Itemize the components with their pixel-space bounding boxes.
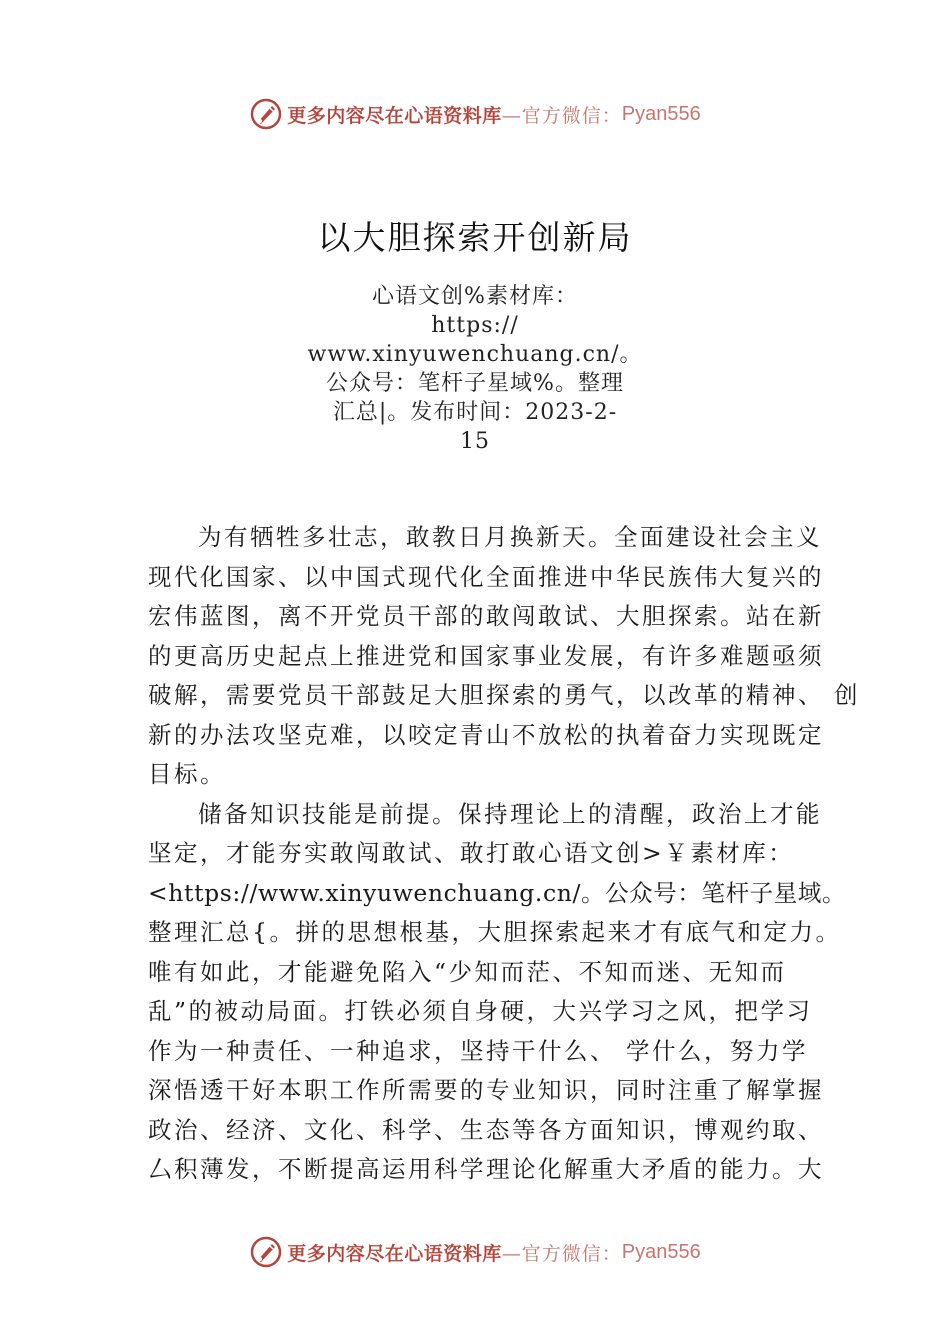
meta-line: 公众号：笔杆子星域%。整理 bbox=[326, 371, 624, 396]
banner-wechat-id: Pyan556 bbox=[621, 102, 701, 125]
paragraph-1-line: 新的办法攻坚克难，以咬定青山不放松的执着奋力实现既定 bbox=[148, 720, 824, 749]
banner-main-text: 更多内容尽在心语资料库 bbox=[287, 1242, 502, 1265]
paragraph-2-line: 唯有如此，才能避免陷入“少知而茫、不知而迷、无知而 bbox=[148, 957, 787, 986]
banner-wechat-id: Pyan556 bbox=[621, 1240, 701, 1263]
paragraph-2-line: <https://www.xinyuwenchuang.cn/。公众号：笔杆子星域。 bbox=[148, 878, 847, 907]
paragraph-1-line: 破解，需要党员干部鼓足大胆探索的勇气，以改革的精神、 创 bbox=[148, 681, 860, 709]
meta-line: 15 bbox=[460, 429, 490, 454]
document-meta bbox=[300, 282, 650, 456]
meta-line: https:// bbox=[431, 313, 519, 338]
watermark-banner-top bbox=[0, 94, 950, 134]
meta-line: 汇总|。发布时间：2023-2- bbox=[332, 400, 618, 425]
meta-line: 心语文创%素材库： bbox=[372, 284, 578, 309]
paragraph-2-line: 坚定，才能夯实敢闯敢试、敢打敢心语文创>￥素材库： bbox=[148, 839, 795, 867]
watermark-banner-bottom bbox=[0, 1232, 950, 1272]
document-title: 以大胆探索开创新局 bbox=[317, 218, 633, 257]
banner-main-text: 更多内容尽在心语资料库 bbox=[287, 104, 502, 127]
pen-seal-logo-icon bbox=[249, 1235, 283, 1269]
paragraph-2-line: 作为一种责任、一种追求，坚持干什么、 学什么，努力学 bbox=[148, 1036, 808, 1065]
paragraph-1-line: 目标。 bbox=[148, 760, 226, 788]
banner-dash-text: —官方微信： bbox=[501, 1242, 622, 1265]
paragraph-1-line: 的更高历史起点上推进党和国家事业发展，有许多难题亟须 bbox=[148, 641, 824, 670]
paragraph-2-line: 深悟透干好本职工作所需要的专业知识，同时注重了解掌握 bbox=[148, 1076, 824, 1104]
paragraph-2-line: 乱”的被动局面。打铁必须自身硬，大兴学习之风，把学习 bbox=[148, 997, 813, 1025]
meta-line: www.xinyuwenchuang.cn/。 bbox=[307, 342, 643, 367]
paragraph-1-line: 宏伟蓝图，离不开党员干部的敢闯敢试、大胆探索。站在新 bbox=[148, 602, 824, 630]
paragraph-2-line: 政治、经济、文化、科学、生态等各方面知识，博观约取、 bbox=[148, 1115, 824, 1144]
paragraph-2-line: 储备知识技能是前提。保持理论上的清醒，政治上才能 bbox=[198, 799, 822, 828]
banner-dash-text: —官方微信： bbox=[501, 104, 622, 127]
pen-seal-logo-icon bbox=[249, 97, 283, 131]
paragraph-1-line: 现代化国家、以中国式现代化全面推进中华民族伟大复兴的 bbox=[148, 562, 824, 591]
paragraph-1-line: 为有牺牲多壮志，敢教日月换新天。全面建设社会主义 bbox=[198, 523, 822, 551]
document-body bbox=[148, 518, 860, 1190]
paragraph-2-line: 厶积薄发，不断提高运用科学理论化解重大矛盾的能力。大 bbox=[148, 1155, 824, 1183]
paragraph-2-line: 整理汇总{。拼的思想根基，大胆探索起来才有底气和定力。 bbox=[148, 918, 842, 946]
